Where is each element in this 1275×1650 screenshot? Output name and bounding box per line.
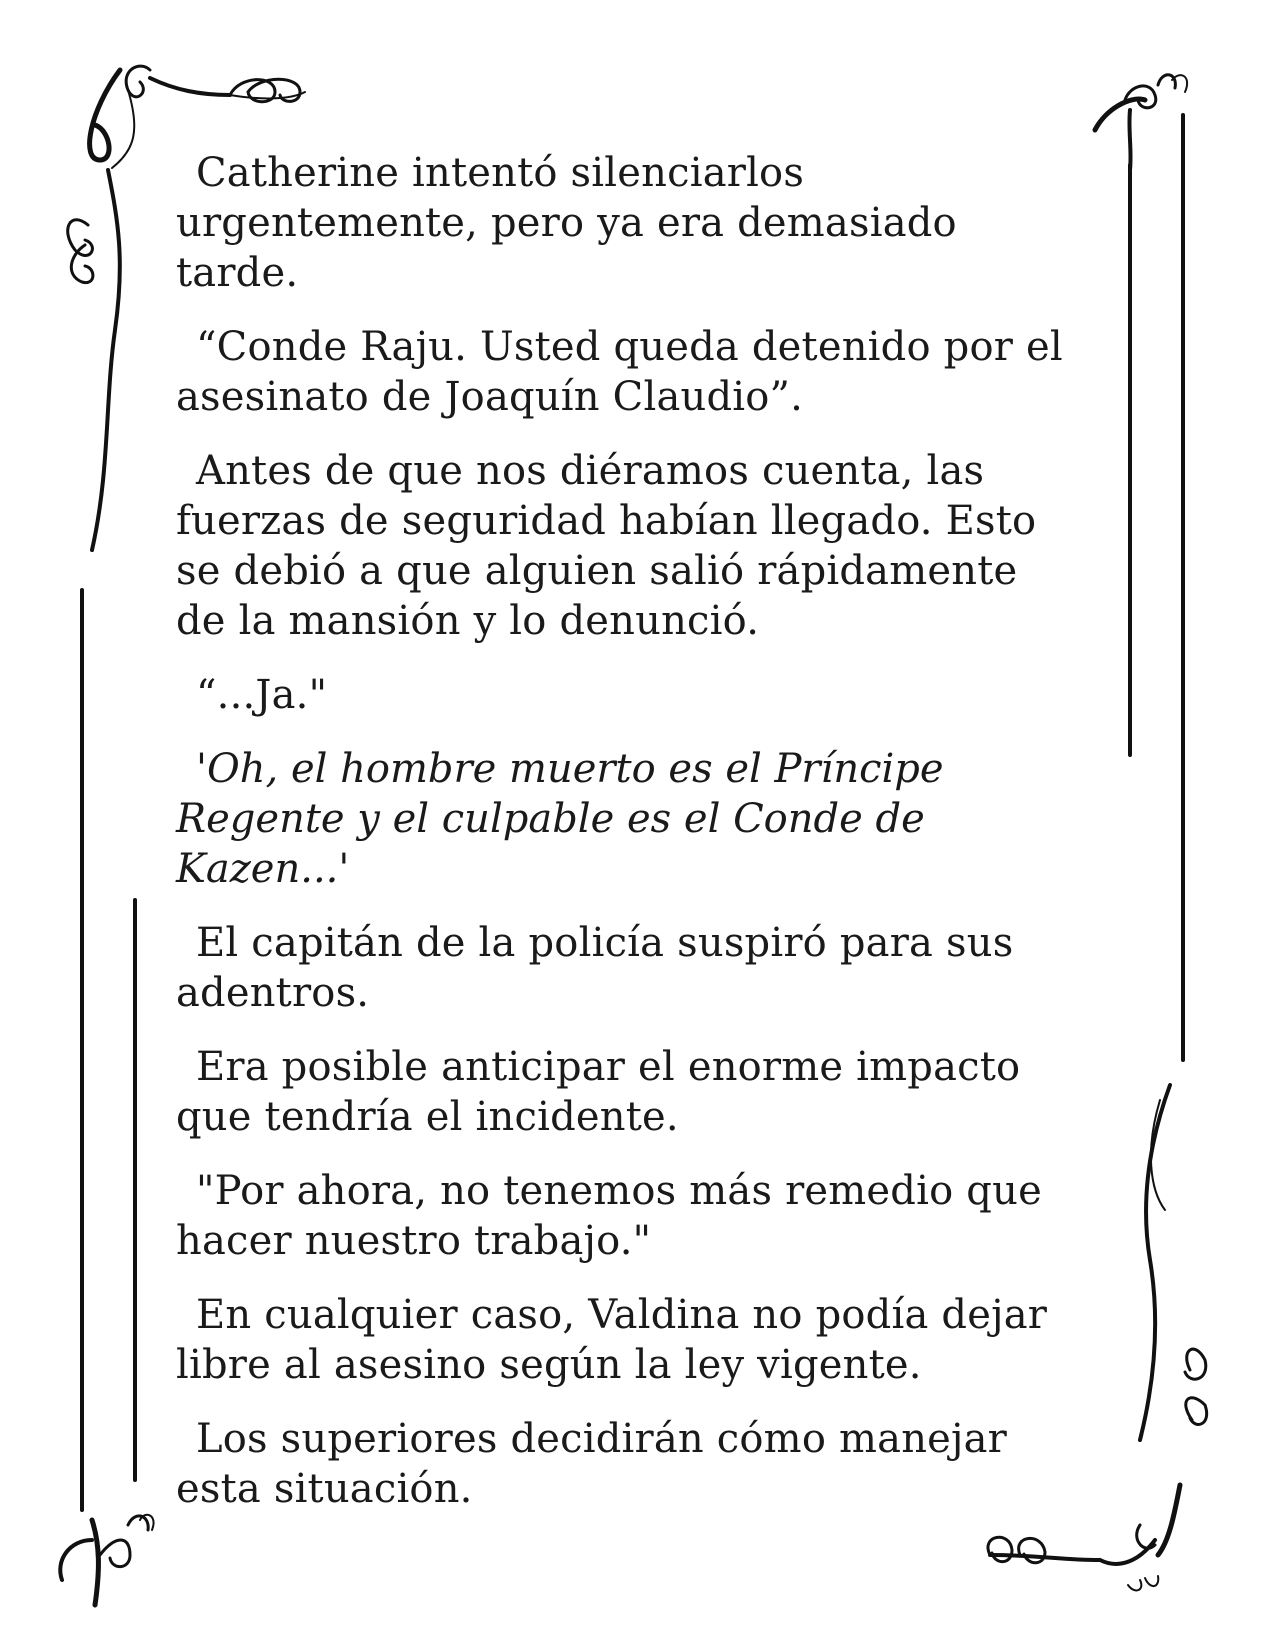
paragraph: Catherine intentó silenciarlos urgentemente, pero ya era demasiado tarde. xyxy=(176,150,957,296)
paragraph: "Por ahora, no tenemos más remedio que hacer nuestro trabajo." xyxy=(176,1168,1042,1264)
paragraph: El capitán de la policía suspiró para sus adentros. xyxy=(176,920,1014,1016)
flourish-corner-bottom-left-icon xyxy=(60,1515,153,1605)
paragraph: “...Ja." xyxy=(196,672,328,718)
flourish-corner-top-right-icon xyxy=(1095,75,1187,170)
paragraph: Antes de que nos diéramos cuenta, las fuerzas de seguridad habían llegado. Esto se debió a que alguien salió rápidamente de la mansión y lo denunció. xyxy=(176,448,1037,644)
paragraph-italic-thought: 'Oh, el hombre muerto es el Príncipe Regente y el culpable es el Conde de Kazen...' xyxy=(176,746,944,892)
paragraph: Era posible anticipar el enorme impacto que tendría el incidente. xyxy=(176,1044,1021,1140)
paragraph: “Conde Raju. Usted queda detenido por el asesinato de Joaquín Claudio”. xyxy=(176,324,1063,420)
paragraph: En cualquier caso, Valdina no podía dejar libre al asesino según la ley vigente. xyxy=(176,1292,1048,1388)
paragraph: Los superiores decidirán cómo manejar esta situación. xyxy=(176,1416,1007,1512)
story-text xyxy=(176,148,1076,1538)
